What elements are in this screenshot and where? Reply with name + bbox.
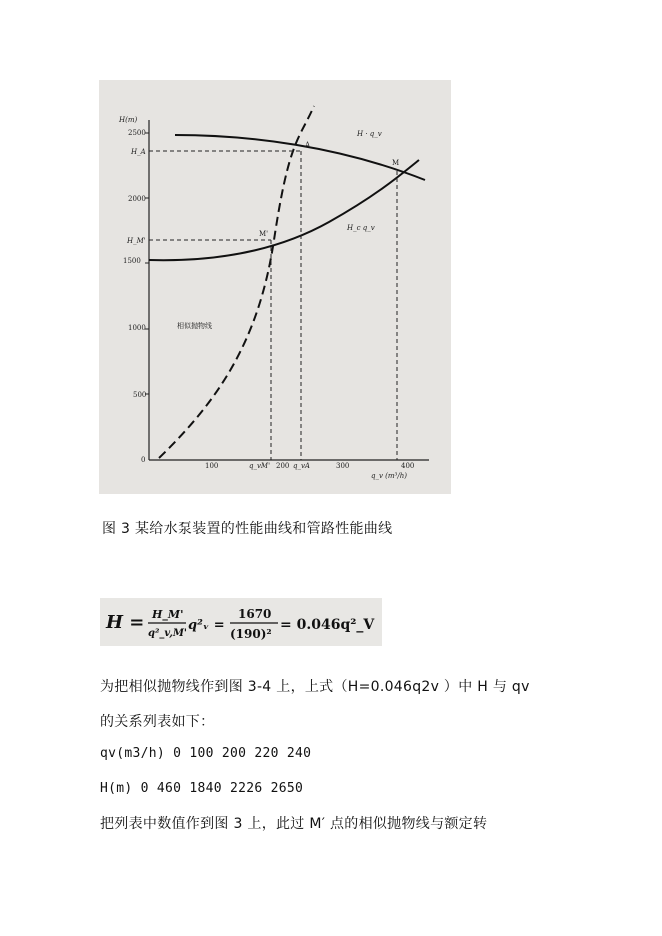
paragraph-2: 把列表中数值作到图 3 上，此过 M′ 点的相似抛物线与额定转 [100,816,488,832]
table-row-qv: qv(m3/h) 0 100 200 220 240 [100,746,312,761]
table-row-H: H(m) 0 460 1840 2226 2650 [100,781,304,796]
x-tick-200: 200 [276,462,290,470]
y-tick-2000: 2000 [128,195,146,203]
parabola-label: 相似抛物线 [177,322,212,330]
similar-parabola [159,106,314,458]
pipe-curve-label: H_c q_v [347,224,375,232]
point-Mprime-label: M' [259,230,269,238]
formula-qv: q²ᵥ = [188,618,225,633]
x-axis-label: q_v (m³/h) [371,472,407,480]
pipe-curve [149,160,419,260]
x-tick-100: 100 [205,462,219,470]
formula-frac1-num: H_M' [152,608,184,621]
performance-curve-figure [99,80,451,494]
y-tick-0: 0 [141,456,146,464]
y-ticks [123,129,149,464]
guide-lines [149,151,400,460]
point-A-label: A [305,141,311,149]
y-tick-2500: 2500 [128,129,146,137]
paragraph-1-line-1: 为把相似抛物线作到图 3-4 上，上式（H=0.046q2v ）中 H 与 qv [100,679,530,695]
y-tick-1500: 1500 [123,257,141,265]
HM-mark: H_M' [127,237,146,245]
figure-caption: 图 3 某给水泵装置的性能曲线和管路性能曲线 [102,521,393,537]
formula-frac1-den: q²_v,M' [148,628,187,639]
pump-curve [175,135,425,180]
formula-frac2-den: (190)² [230,627,272,641]
HA-mark: H_A [131,148,146,156]
pump-curve-label: H · q_v [357,130,382,138]
y-tick-1000: 1000 [128,324,146,332]
formula-lhs: H = [106,612,145,633]
formula-rhs: = 0.046q²_V [280,617,375,633]
qA-mark: q_vA [293,462,310,470]
x-tick-400: 400 [401,462,415,470]
paragraph-1-line-2: 的关系列表如下： [100,714,215,730]
formula-image [100,598,382,646]
y-tick-500: 500 [133,391,147,399]
qM-mark: q_vM' [249,462,271,470]
y-axis-label: H(m) [119,116,138,124]
x-tick-300: 300 [336,462,350,470]
formula-frac2-num: 1670 [238,607,272,621]
point-M-label: M [392,159,400,167]
